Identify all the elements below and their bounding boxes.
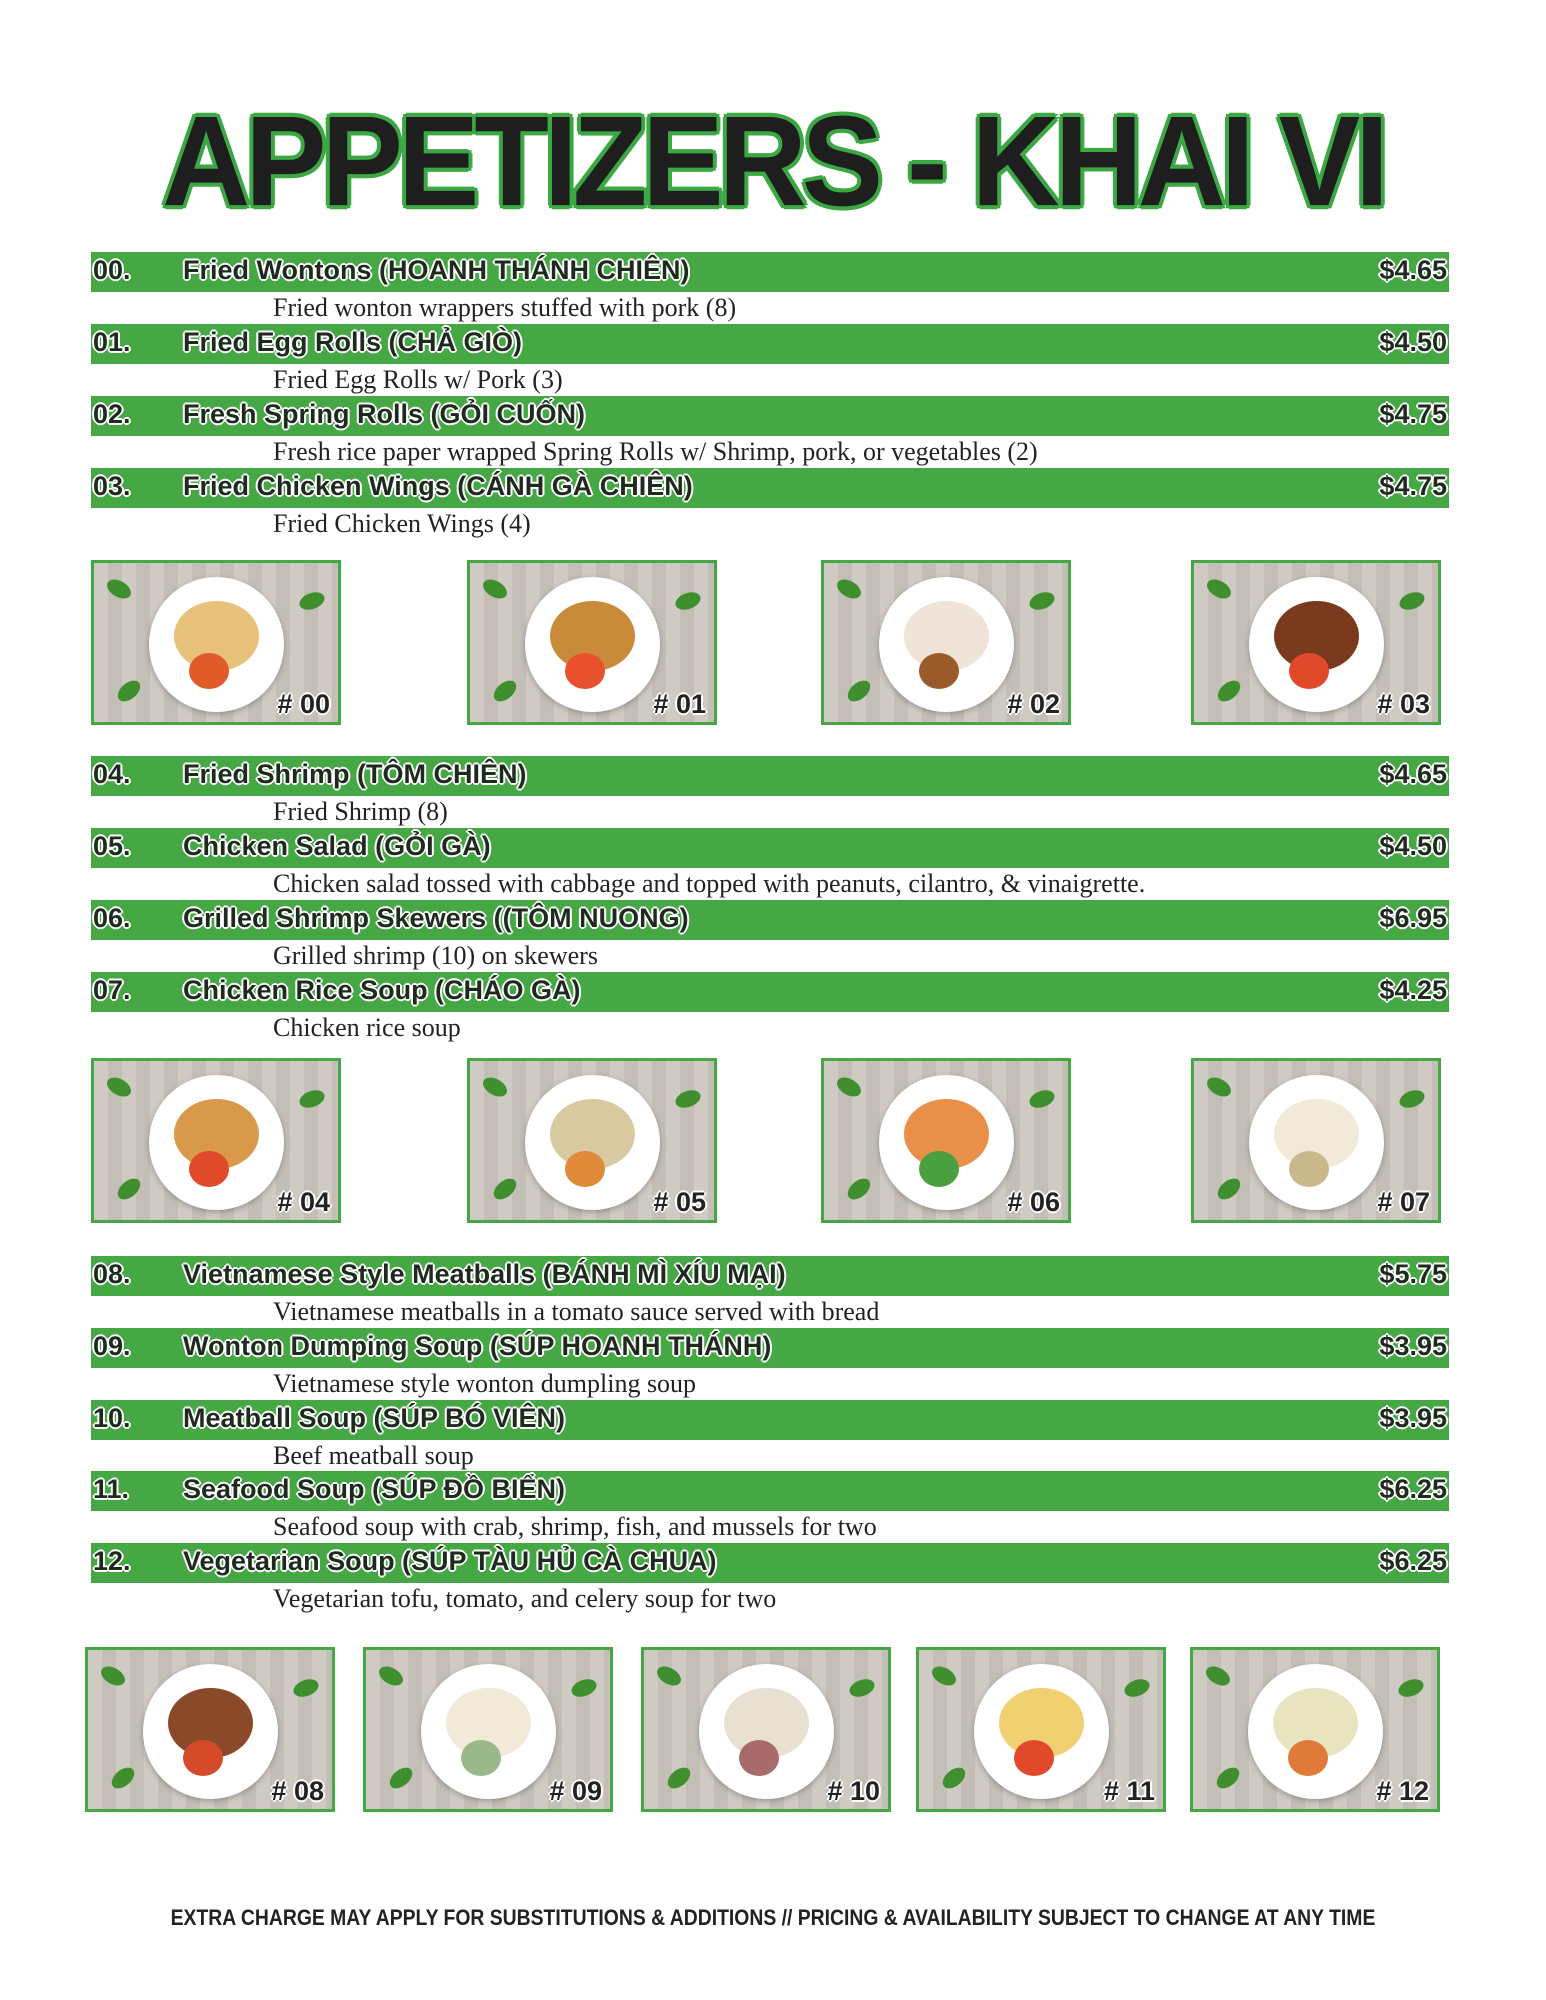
food-photo xyxy=(363,1647,613,1812)
food-photo xyxy=(467,1058,717,1223)
food-photo xyxy=(85,1647,335,1812)
item-number: 04. xyxy=(93,759,131,789)
sauce xyxy=(461,1740,501,1776)
sauce xyxy=(919,653,959,689)
item-description: Fried Egg Rolls w/ Pork (3) xyxy=(273,365,563,394)
item-name: Seafood Soup (SÚP ĐỒ BIỂN) xyxy=(183,1474,566,1504)
item-description: Chicken rice soup xyxy=(273,1013,461,1042)
item-name: Fresh Spring Rolls (GỎI CUỐN) xyxy=(183,399,586,429)
item-number: 08. xyxy=(93,1259,131,1289)
menu-item xyxy=(91,972,1449,1042)
item-number: 02. xyxy=(93,399,131,429)
menu-item xyxy=(91,468,1449,538)
photo-label: # 11 xyxy=(1103,1776,1155,1806)
item-description: Beef meatball soup xyxy=(273,1441,474,1470)
photo-label: # 10 xyxy=(827,1776,880,1806)
sauce xyxy=(183,1740,223,1776)
footer-note: EXTRA CHARGE MAY APPLY FOR SUBSTITUTIONS & ADDITIONS // PRICING & AVAILABILITY SUBJECT TO CHANGE AT ANY TIME xyxy=(170,1905,1376,1930)
food-photo xyxy=(1190,1647,1440,1812)
item-name: Meatball Soup (SÚP BÓ VIÊN) xyxy=(183,1403,566,1433)
menu-item xyxy=(91,396,1449,466)
food-photo xyxy=(821,560,1071,725)
sauce xyxy=(1288,1740,1328,1776)
sauce xyxy=(189,1151,229,1187)
item-number: 03. xyxy=(93,471,131,501)
item-description: Vietnamese meatballs in a tomato sauce served with bread xyxy=(273,1297,880,1326)
food-photo xyxy=(467,560,717,725)
menu-item xyxy=(91,252,1449,322)
item-name: Chicken Salad (GỎI GÀ) xyxy=(183,831,491,861)
item-description: Fried wonton wrappers stuffed with pork (8) xyxy=(273,293,737,322)
sauce xyxy=(565,1151,605,1187)
menu-item xyxy=(91,828,1449,898)
item-description: Grilled shrimp (10) on skewers xyxy=(273,941,598,970)
photo-label: # 06 xyxy=(1007,1187,1060,1217)
sauce xyxy=(739,1740,779,1776)
menu-item-bar xyxy=(91,828,1449,868)
menu-item-bar xyxy=(91,900,1449,940)
item-number: 06. xyxy=(93,903,131,933)
menu-item xyxy=(91,1400,1449,1470)
menu-item xyxy=(91,1328,1449,1398)
item-price: $4.50 xyxy=(1379,831,1447,861)
item-description: Vietnamese style wonton dumpling soup xyxy=(273,1369,697,1398)
food-photo xyxy=(1191,560,1441,725)
menu-item-bar xyxy=(91,1256,1449,1296)
photo-label: # 05 xyxy=(653,1187,706,1217)
sauce xyxy=(1289,1151,1329,1187)
sauce xyxy=(1014,1740,1054,1776)
item-description: Seafood soup with crab, shrimp, fish, and mussels for two xyxy=(273,1512,877,1541)
item-price: $5.75 xyxy=(1379,1259,1447,1289)
photo-label: # 03 xyxy=(1377,689,1430,719)
item-description: Chicken salad tossed with cabbage and topped with peanuts, cilantro, & vinaigrette. xyxy=(273,869,1146,898)
food-photo xyxy=(821,1058,1071,1223)
page-title: APPETIZERS - KHAI VI xyxy=(162,89,1384,233)
menu-item xyxy=(91,900,1449,970)
item-number: 09. xyxy=(93,1331,131,1361)
food-photo xyxy=(1191,1058,1441,1223)
food-photo xyxy=(91,1058,341,1223)
item-description: Fried Shrimp (8) xyxy=(273,797,448,826)
sauce xyxy=(565,653,605,689)
sauce xyxy=(189,653,229,689)
menu-item xyxy=(91,1256,1449,1326)
item-name: Chicken Rice Soup (CHÁO GÀ) xyxy=(183,975,581,1005)
photo-label: # 00 xyxy=(277,689,330,719)
menu-item xyxy=(91,324,1449,394)
menu-item-bar xyxy=(91,1400,1449,1440)
item-name: Fried Chicken Wings (CÁNH GÀ CHIÊN) xyxy=(183,471,693,501)
menu-item-bar xyxy=(91,324,1449,364)
item-price: $4.25 xyxy=(1379,975,1447,1005)
item-price: $4.75 xyxy=(1379,399,1447,429)
item-description: Vegetarian tofu, tomato, and celery soup for two xyxy=(273,1584,777,1613)
menu-item-bar xyxy=(91,756,1449,796)
item-price: $4.50 xyxy=(1379,327,1447,357)
item-number: 10. xyxy=(93,1403,131,1433)
item-price: $4.75 xyxy=(1379,471,1447,501)
item-price: $3.95 xyxy=(1379,1331,1447,1361)
photo-label: # 07 xyxy=(1377,1187,1430,1217)
item-number: 12. xyxy=(93,1546,131,1576)
photo-label: # 12 xyxy=(1376,1776,1429,1806)
photo-label: # 08 xyxy=(271,1776,324,1806)
item-number: 01. xyxy=(93,327,131,357)
menu-item-bar xyxy=(91,972,1449,1012)
item-number: 05. xyxy=(93,831,131,861)
item-description: Fresh rice paper wrapped Spring Rolls w/ Shrimp, pork, or vegetables (2) xyxy=(273,437,1038,466)
item-number: 07. xyxy=(93,975,131,1005)
item-number: 00. xyxy=(93,255,131,285)
item-name: Vegetarian Soup (SÚP TÀU HỦ CÀ CHUA) xyxy=(183,1546,717,1576)
item-price: $4.65 xyxy=(1379,255,1447,285)
menu-item xyxy=(91,1471,1449,1541)
menu-item-bar xyxy=(91,396,1449,436)
food-photo xyxy=(916,1647,1166,1812)
food-photo xyxy=(641,1647,891,1812)
photo-label: # 02 xyxy=(1007,689,1060,719)
item-number: 11. xyxy=(93,1474,130,1504)
photo-label: # 04 xyxy=(277,1187,330,1217)
menu-item xyxy=(91,756,1449,826)
item-name: Fried Wontons (HOANH THÁNH CHIÊN) xyxy=(183,255,690,285)
menu-item-bar xyxy=(91,468,1449,508)
item-name: Grilled Shrimp Skewers ((TÔM NUONG) xyxy=(183,903,689,933)
menu-item xyxy=(91,1543,1449,1613)
sauce xyxy=(1289,653,1329,689)
photo-label: # 01 xyxy=(653,689,706,719)
item-name: Fried Egg Rolls (CHẢ GIÒ) xyxy=(183,327,523,357)
item-price: $6.95 xyxy=(1379,903,1447,933)
menu-item-bar xyxy=(91,1543,1449,1583)
photo-label: # 09 xyxy=(549,1776,602,1806)
item-name: Vietnamese Style Meatballs (BÁNH MÌ XÍU MẠI) xyxy=(183,1259,786,1289)
item-price: $6.25 xyxy=(1379,1546,1447,1576)
menu-item-bar xyxy=(91,252,1449,292)
sauce xyxy=(919,1151,959,1187)
item-description: Fried Chicken Wings (4) xyxy=(273,509,531,538)
food-photo xyxy=(91,560,341,725)
menu-item-bar xyxy=(91,1471,1449,1511)
item-name: Wonton Dumping Soup (SÚP HOANH THÁNH) xyxy=(183,1331,772,1361)
item-price: $4.65 xyxy=(1379,759,1447,789)
item-price: $3.95 xyxy=(1379,1403,1447,1433)
menu-item-bar xyxy=(91,1328,1449,1368)
item-name: Fried Shrimp (TÔM CHIÊN) xyxy=(183,759,527,789)
item-price: $6.25 xyxy=(1379,1474,1447,1504)
